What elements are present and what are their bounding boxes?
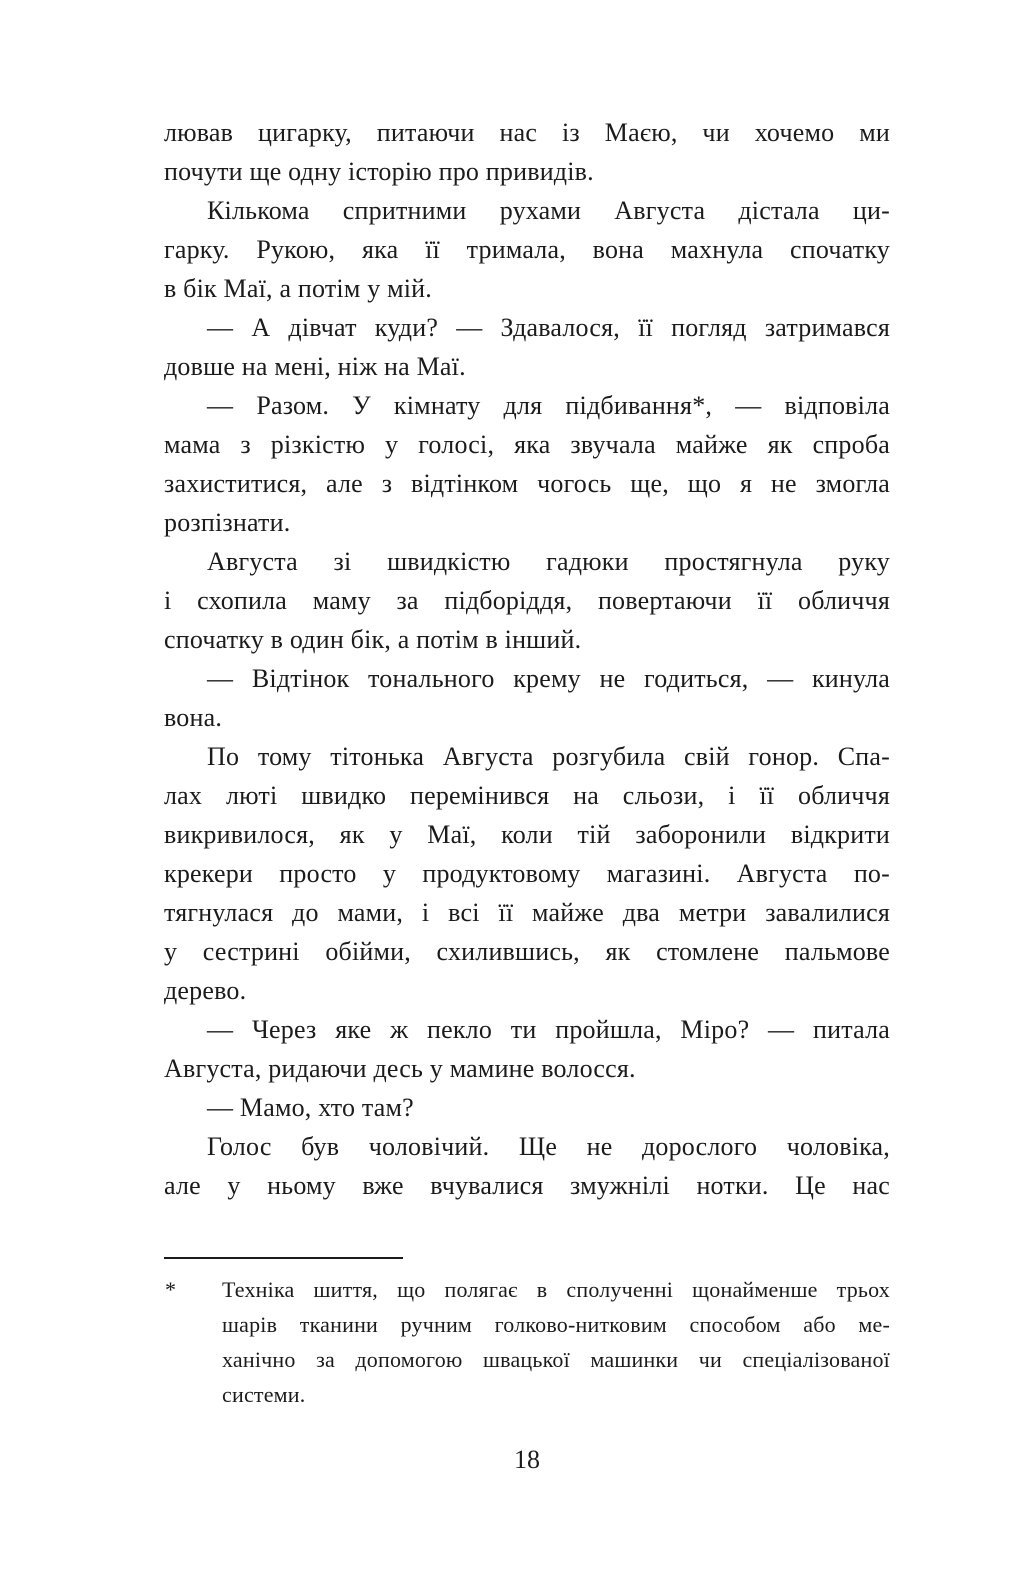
text-line: захиститися, але з відтінком чогось ще, що я не змогла <box>164 469 890 498</box>
text-line: мама з різкістю у голосі, яка звучала майже як спроба <box>164 430 890 459</box>
text-line: Голос був чоловічий. Ще не дорослого чоловіка, <box>207 1132 890 1161</box>
body-text <box>164 113 890 1205</box>
text-line: — А дівчат куди? — Здавалося, її погляд затримався <box>207 313 890 342</box>
text-line: гарку. Рукою, яка її тримала, вона махнула спочатку <box>164 235 890 264</box>
text-line: спочатку в один бік, а потім в інший. <box>164 625 582 654</box>
text-line: лах люті швидко перемінився на сльози, і її обличчя <box>164 781 890 810</box>
text-line: Августа, ридаючи десь у мамине волосся. <box>164 1054 636 1083</box>
text-line: розпізнати. <box>164 508 291 537</box>
text-line: Августа зі швидкістю гадюки простягнула руку <box>207 547 890 576</box>
text-line: — Відтінок тонального крему не годиться, — кинула <box>207 664 890 693</box>
text-line: крекери просто у продуктовому магазині. Августа по- <box>164 859 890 888</box>
text-line: Кількома спритними рухами Августа дістала ци- <box>207 196 890 225</box>
text-line: Техніка шиття, що полягає в сполученні щонайменше трьох <box>222 1277 890 1302</box>
text-line: По тому тітонька Августа розгубила свій гонор. Спа- <box>207 742 890 771</box>
text-line: дерево. <box>164 976 247 1005</box>
text-line: довше на мені, ніж на Маї. <box>164 352 466 381</box>
footnote-text <box>222 1272 890 1412</box>
text-line: почути ще одну історію про привидів. <box>164 157 594 186</box>
text-line: і схопила маму за підборіддя, повертаючи її обличчя <box>164 586 890 615</box>
text-line: вона. <box>164 703 223 732</box>
text-line: — Через яке ж пекло ти пройшла, Міро? — питала <box>207 1015 890 1044</box>
footnote-marker: * <box>165 1277 176 1302</box>
text-line: лював цигарку, питаючи нас із Маєю, чи хочемо ми <box>164 118 890 147</box>
text-line: — Разом. У кімнату для підбивання*, — відповіла <box>207 391 890 420</box>
text-line: шарів тканини ручним голково-нитковим способом або ме- <box>222 1312 890 1337</box>
text-line: ханічно за допомогою швацької машинки чи спеціалізованої <box>222 1347 890 1372</box>
page-number: 18 <box>514 1445 540 1474</box>
text-line: але у ньому вже вчувалися змужнілі нотки. Це нас <box>164 1171 890 1200</box>
text-line: тягнулася до мами, і всі її майже два метри завалилися <box>164 898 890 927</box>
text-line: у сестрині обійми, схилившись, як стомлене пальмове <box>164 937 890 966</box>
text-line: викривилося, як у Маї, коли тій заборонили відкрити <box>164 820 890 849</box>
text-line: системи. <box>222 1382 306 1407</box>
footnote-separator <box>164 1257 403 1259</box>
text-line: в бік Маї, а потім у мій. <box>164 274 432 303</box>
text-line: — Мамо, хто там? <box>207 1093 414 1122</box>
